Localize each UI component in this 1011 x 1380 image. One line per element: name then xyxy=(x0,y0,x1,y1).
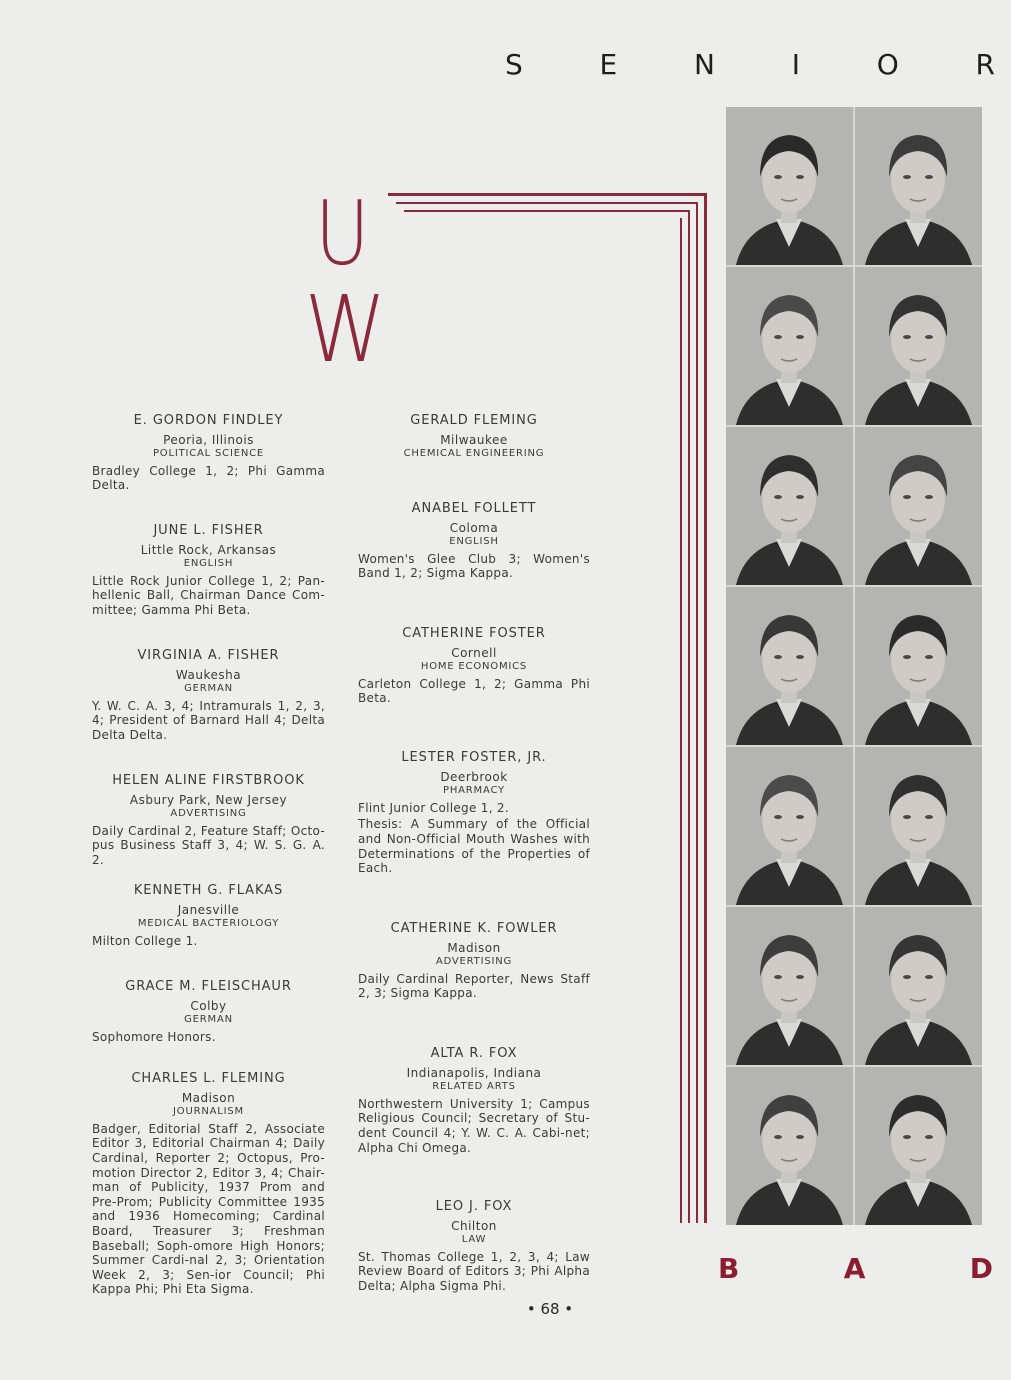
student-hometown: Coloma xyxy=(449,520,499,535)
senior-entry xyxy=(92,414,325,493)
student-hometown: Asbury Park, New Jersey xyxy=(129,792,288,807)
student-activities: Northwestern University 1; Campus Religious Council; Secretary of Stu-dent Council 4; Y. W. C. A. Cabi-net; Alpha Chi Omega. xyxy=(358,1096,590,1155)
student-hometown: Janesville xyxy=(177,902,240,917)
student-hometown: Little Rock, Arkansas xyxy=(140,542,277,557)
student-name: CHARLES L. FLEMING xyxy=(131,1071,286,1086)
student-hometown: Chilton xyxy=(451,1218,497,1233)
student-major: MEDICAL BACTERIOLOGY xyxy=(137,918,280,930)
student-portrait xyxy=(855,587,982,745)
student-portrait xyxy=(855,747,982,905)
student-name: GRACE M. FLEISCHAUR xyxy=(125,979,292,994)
senior-entry xyxy=(92,884,325,948)
student-major: ADVERTISING xyxy=(435,956,513,968)
senior-entry xyxy=(358,1200,590,1294)
student-major: GERMAN xyxy=(184,683,233,695)
senior-entry xyxy=(358,414,590,464)
student-hometown: Madison xyxy=(181,1090,236,1105)
student-major: CHEMICAL ENGINEERING xyxy=(403,448,545,460)
senior-entry xyxy=(358,627,590,706)
student-major: HOME ECONOMICS xyxy=(420,661,528,673)
student-name: LESTER FOSTER, JR. xyxy=(401,750,547,765)
header-letter: S xyxy=(505,48,523,81)
header-letter: E xyxy=(599,48,618,81)
student-activities: Little Rock Junior College 1, 2; Pan-hellenic Ball, Chairman Dance Com-mittee; Gamma Phi Beta. xyxy=(92,573,325,617)
senior-entry xyxy=(92,1072,325,1297)
student-portrait xyxy=(855,107,982,265)
student-thesis: Thesis: A Summary of the Official and Non-Official Mouth Washes with Determinations of the Properties of Each. xyxy=(358,817,590,876)
left-column xyxy=(92,0,325,1380)
student-activities: Bradley College 1, 2; Phi Gamma Delta. xyxy=(92,463,325,493)
footer-letter: A xyxy=(843,1252,866,1285)
student-portrait xyxy=(855,427,982,585)
senior-entry xyxy=(358,1047,590,1155)
student-name: GERALD FLEMING xyxy=(410,413,538,428)
student-name: KENNETH G. FLAKAS xyxy=(133,883,284,898)
right-column xyxy=(358,0,590,1380)
student-name: VIRGINIA A. FISHER xyxy=(137,648,280,663)
student-hometown: Deerbrook xyxy=(440,769,508,784)
student-activities: Women's Glee Club 3; Women's Band 1, 2; Sigma Kappa. xyxy=(358,551,590,581)
student-hometown: Peoria, Illinois xyxy=(163,432,254,447)
student-activities: Daily Cardinal Reporter, News Staff 2, 3; Sigma Kappa. xyxy=(358,971,590,1001)
student-hometown: Colby xyxy=(190,998,227,1013)
page-number: • 68 • xyxy=(526,1300,574,1318)
senior-entry xyxy=(92,649,325,743)
page-footer-badger xyxy=(718,1252,993,1288)
student-major: ENGLISH xyxy=(449,536,499,548)
student-major: JOURNALISM xyxy=(173,1106,244,1118)
student-activities: Carleton College 1, 2; Gamma Phi Beta. xyxy=(358,676,590,706)
senior-entry xyxy=(358,502,590,581)
student-name: JUNE L. FISHER xyxy=(153,523,264,538)
student-portrait xyxy=(726,267,853,425)
monogram-u: U xyxy=(314,182,370,285)
senior-entry xyxy=(92,980,325,1044)
student-hometown: Cornell xyxy=(451,645,497,660)
student-portrait xyxy=(726,1067,853,1225)
student-activities: Daily Cardinal 2, Feature Staff; Octo-pus Business Staff 3, 4; W. S. G. A. 2. xyxy=(92,823,325,867)
senior-entry xyxy=(358,922,590,1001)
student-portrait xyxy=(855,267,982,425)
student-name: LEO J. FOX xyxy=(435,1199,513,1214)
portrait-grid xyxy=(726,107,982,1225)
student-hometown: Madison xyxy=(447,940,501,955)
student-major: POLITICAL SCIENCE xyxy=(152,448,265,460)
student-name: ALTA R. FOX xyxy=(430,1046,518,1061)
student-portrait xyxy=(855,907,982,1065)
student-portrait xyxy=(726,427,853,585)
student-activities: Sophomore Honors. xyxy=(92,1029,216,1044)
student-hometown: Waukesha xyxy=(175,667,242,682)
footer-letter: D xyxy=(969,1252,993,1285)
student-portrait xyxy=(855,1067,982,1225)
header-letter: O xyxy=(876,48,899,81)
student-major: ENGLISH xyxy=(183,558,234,570)
student-activities: Badger, Editorial Staff 2, Associate Editor 3, Editorial Chairman 4; Daily Cardinal, Reporter 2; Octopus, Pro-motion Director 2, Editor 3, 4; Chair-man of Publicity, 1937 Prom and Pre-Prom; Publicity Committee 1935 and 1936 Homecoming; Cardinal Board, Treasurer 3; Freshman Baseball; Soph-omore High Honors; Summer Cardi-nal 2, 3; Orientation Week 2, 3; Sen-ior Council; Phi Kappa Phi; Phi Eta Sigma. xyxy=(92,1121,325,1297)
student-major: RELATED ARTS xyxy=(432,1081,516,1093)
student-portrait xyxy=(726,907,853,1065)
student-activities: Flint Junior College 1, 2. xyxy=(358,800,509,815)
student-name: ANABEL FOLLETT xyxy=(411,501,537,516)
student-activities: St. Thomas College 1, 2, 3, 4; Law Review Board of Editors 3; Phi Alpha Delta; Alpha Sigma Phi. xyxy=(358,1249,590,1293)
student-activities: Milton College 1. xyxy=(92,933,198,948)
student-portrait xyxy=(726,747,853,905)
senior-entry xyxy=(92,774,325,868)
header-letter: R xyxy=(975,48,995,81)
student-major: ADVERTISING xyxy=(170,808,247,820)
student-hometown: Milwaukee xyxy=(440,432,508,447)
student-major: LAW xyxy=(461,1234,487,1246)
student-name: CATHERINE K. FOWLER xyxy=(390,921,558,936)
footer-letter: B xyxy=(718,1252,740,1285)
student-portrait xyxy=(726,587,853,745)
header-letter: I xyxy=(791,48,800,81)
student-portrait xyxy=(726,107,853,265)
student-name: E. GORDON FINDLEY xyxy=(133,413,284,428)
student-major: GERMAN xyxy=(184,1014,233,1026)
monogram-w: W xyxy=(304,276,387,383)
student-hometown: Indianapolis, Indiana xyxy=(406,1065,542,1080)
student-major: PHARMACY xyxy=(443,785,505,797)
senior-entry xyxy=(358,751,590,876)
header-letter: N xyxy=(693,48,715,81)
student-name: CATHERINE FOSTER xyxy=(402,626,546,641)
student-name: HELEN ALINE FIRSTBROOK xyxy=(112,773,305,788)
senior-entry xyxy=(92,524,325,618)
student-activities: Y. W. C. A. 3, 4; Intramurals 1, 2, 3, 4; President of Barnard Hall 4; Delta Delta Delta. xyxy=(92,698,325,742)
